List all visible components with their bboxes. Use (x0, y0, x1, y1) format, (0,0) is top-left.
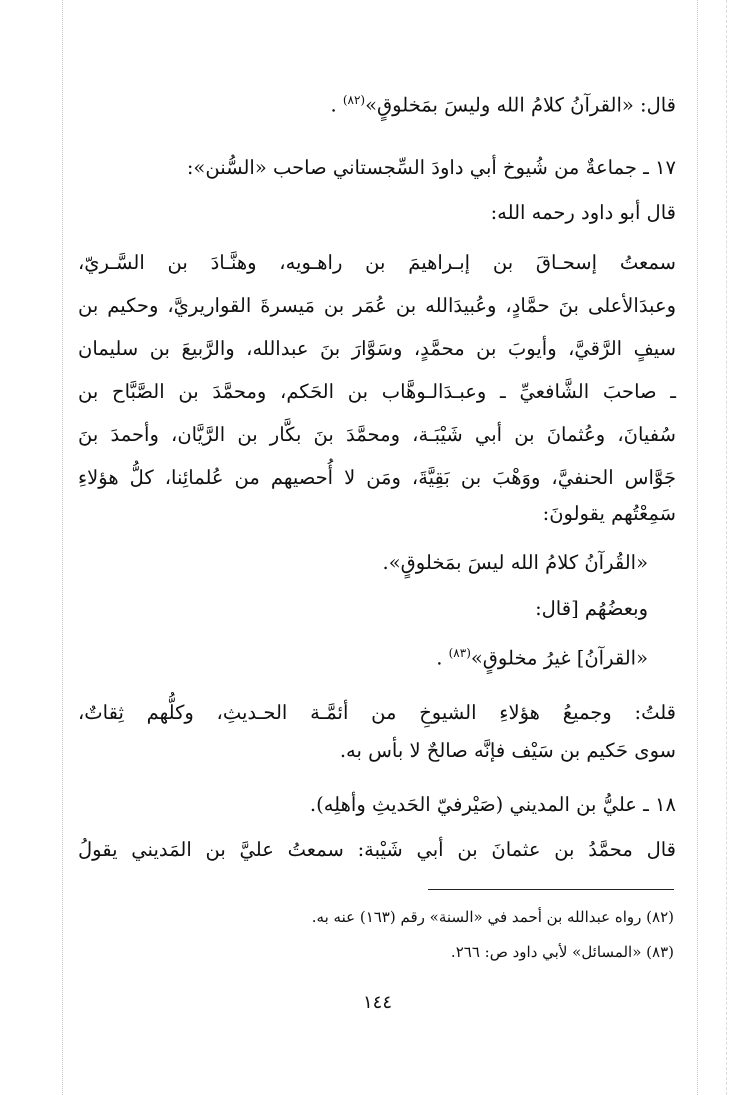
footnote-ref: (٨٣) (448, 646, 471, 660)
text-line: سَمِعْتُهم يقولونَ: (542, 502, 676, 525)
section-heading: ١٨ ـ عليُّ بن المديني (صَيْرفيّ الحَديثِ وأهلِه). (309, 793, 676, 816)
scan-guide-line (697, 0, 698, 1095)
text-line: قال محمَّدُ بن عثمانَ بن أبي شَيْبة: سمعتُ عليَّ بن المَديني يقولُ (78, 838, 676, 861)
footnote: (٨٢) رواه عبدالله بن أحمد في «السنة» رقم (١٦٣) عنه به. (311, 908, 674, 926)
scan-guide-line (62, 0, 63, 1095)
text-line: وعبدَالأعلى بنَ حمَّادٍ، وعُبيدَالله بن عُمَر بن مَيسرةَ القواريريَّ، وحكيم بن (78, 294, 676, 317)
text-line: سوى حَكيم بن سَيْف فإنَّه صالحٌ لا بأس به. (339, 739, 676, 762)
scan-guide-line (726, 0, 727, 1095)
text-line: قال: «القرآنُ كلامُ الله وليسَ بمَخلوقٍ»$^{(٨٢)}$ . (330, 93, 676, 117)
page-number: ١٤٤ (362, 992, 392, 1013)
quote-line: «القُرآنُ كلامُ الله ليسَ بمَخلوقٍ». (382, 551, 648, 574)
text-line: جَوَّاس الحنفيَّ، ووَهْبَ بن بَقِيَّةَ، ومَن لا أُحصيهم من عُلمائِنا، كلُّ هؤلاءِ (78, 466, 676, 489)
text-line: سمعتُ إسحـاقَ بن إبـراهيمَ بن راهـويه، وهنَّـادَ بن السَّـريّ، (78, 251, 676, 274)
section-heading: ١٧ ـ جماعةٌ من شُيوخ أبي داودَ السِّجستاني صاحب «السُّنن»: (186, 156, 676, 179)
footnote: (٨٣) «المسائل» لأبي داود ص: ٢٦٦. (450, 943, 674, 961)
quote-line: «القرآنُ] غيرُ مخلوقٍ»$^{(٨٣)}$ . (436, 646, 648, 670)
main-text (78, 0, 676, 880)
text-line: قلتُ: وجميعُ هؤلاءِ الشيوخِ من أئمَّـة الحـديثِ، وكلُّهم ثِقاتٌ، (78, 701, 676, 724)
footnote-ref: (٨٢) (342, 93, 366, 107)
text-line: قال أبو داود رحمه الله: (490, 201, 676, 224)
text-line: سيفٍ الرَّقيَّ، وأيوبَ بن محمَّدٍ، وسَوَّارَ بنَ عبدالله، والرَّبيعَ بن سليمان (78, 337, 676, 360)
text-line: وبعضُهُم [قال: (535, 597, 648, 620)
text-line: سُفيانَ، وعُثمانَ بن أبي شَيْبَـة، ومحمَّدَ بنَ بكَّار بن الرَّيَّان، وأحمدَ بنَ (78, 423, 676, 446)
text-line: ـ صاحبَ الشَّافعيِّ ـ وعبـدَالـوهَّاب بن الحَكم، ومحمَّدَ بن الصَّبَّاح بن (78, 380, 676, 403)
footnote-separator (428, 889, 674, 890)
